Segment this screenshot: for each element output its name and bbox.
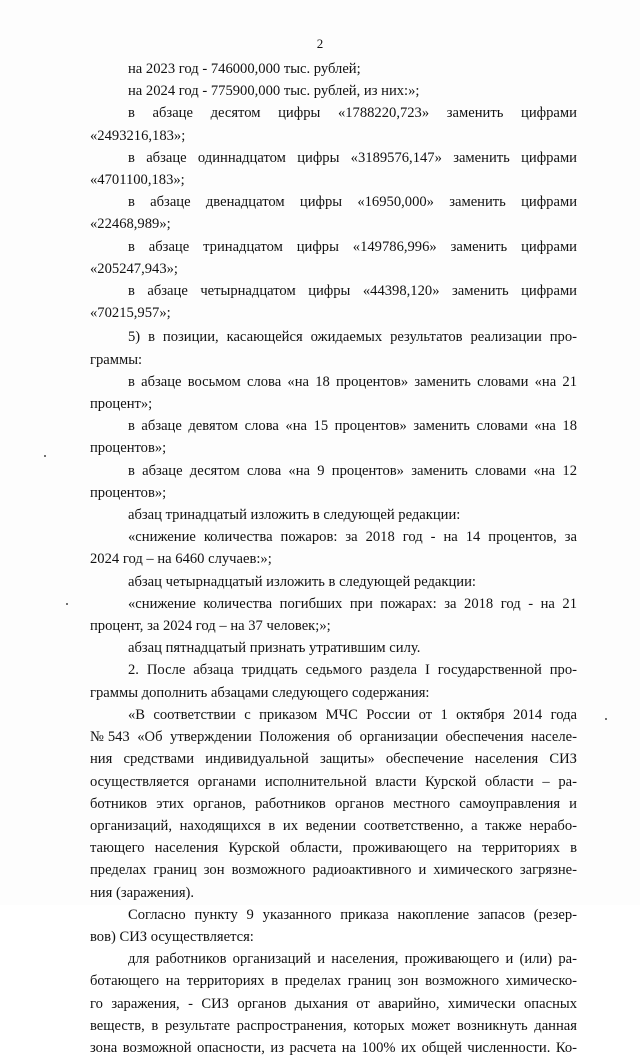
- text-line-justified: ботающего на территориях в пределах границ зон возможного химическо-: [90, 973, 577, 990]
- text-line-justified: го заражения, - СИЗ органов дыхания от аварийно, химически опасных: [90, 995, 577, 1012]
- text-line-justified: 5) в позиции, касающейся ожидаемых результатов реализации про-: [128, 329, 577, 346]
- scan-speck: [44, 455, 46, 457]
- text-line-justified: Согласно пункту 9 указанного приказа накопление запасов (резер-: [128, 906, 577, 923]
- text-line: на 2024 год - 775900,000 тыс. рублей, из них:»;: [128, 83, 420, 100]
- text-line-justified: в абзаце четырнадцатом цифры «44398,120» заменить цифрами: [128, 283, 577, 300]
- text-line-justified: тающего населения Курской области, проживающего на территориях в: [90, 840, 577, 857]
- text-line: абзац пятнадцатый признать утратившим силу.: [128, 640, 421, 657]
- text-line: вов) СИЗ осуществляется:: [90, 928, 254, 945]
- text-line: абзац тринадцатый изложить в следующей редакции:: [128, 507, 461, 524]
- text-line-justified: осуществляется органами исполнительной власти Курской области – ра-: [90, 773, 577, 790]
- text-line-justified: в абзаце восьмом слова «на 18 процентов» заменить словами «на 21: [128, 373, 577, 390]
- text-line-justified: «В соответствии с приказом МЧС России от 1 октября 2014 года: [128, 706, 577, 723]
- text-line-justified: «снижение количества погибших при пожарах: за 2018 год - на 21: [128, 595, 577, 612]
- text-line-justified: ния средствами индивидуальной защиты» обеспечение населения СИЗ: [90, 751, 577, 768]
- text-line-justified: 2. После абзаца тридцать седьмого раздела I государственной про-: [128, 662, 577, 679]
- text-line-justified: организаций, находящихся в их ведении соответственно, а также нерабо-: [90, 817, 577, 834]
- word: десятом: [210, 105, 261, 122]
- word: в: [128, 105, 135, 122]
- word: абзаце: [152, 105, 193, 122]
- text-line: 2024 год – на 6460 случаев:»;: [90, 551, 272, 568]
- text-line-justified: зона возможной опасности, из расчета на 100% их общей численности. Ко-: [90, 1039, 577, 1056]
- text-line-justified: в абзаце тринадцатом цифры «149786,996» заменить цифрами: [128, 238, 577, 255]
- word: цифры: [278, 105, 321, 122]
- text-line: абзац четырнадцатый изложить в следующей редакции:: [128, 573, 476, 590]
- text-line: «4701100,183»;: [90, 172, 185, 189]
- text-line: на 2023 год - 746000,000 тыс. рублей;: [128, 61, 361, 77]
- text-line: «70215,957»;: [90, 305, 171, 322]
- text-line-justified: [90, 102, 577, 124]
- text-line: процент»;: [90, 396, 153, 413]
- text-line: процентов»;: [90, 440, 167, 457]
- text-line-justified: веществ, в результате распространения, которых может возникнуть данная: [90, 1017, 577, 1034]
- text-line-justified: в абзаце двенадцатом цифры «16950,000» заменить цифрами: [128, 194, 577, 211]
- text-line-justified: для работников организаций и населения, проживающего и (или) ра-: [128, 951, 577, 968]
- scan-speck: [66, 603, 68, 605]
- document-body: [90, 58, 577, 1059]
- page-number: 2: [316, 36, 324, 51]
- text-line: ния (заражения).: [90, 884, 195, 901]
- text-line-justified: в абзаце одиннадцатом цифры «3189576,147» заменить цифрами: [128, 149, 577, 166]
- word: цифрами: [521, 105, 577, 122]
- text-line: граммы:: [90, 351, 143, 368]
- word: «1788220,723»: [337, 105, 430, 122]
- text-line: «205247,943»;: [90, 260, 178, 277]
- text-line: «22468,989»;: [90, 216, 171, 233]
- text-line-justified: в абзаце десятом слова «на 9 процентов» заменить словами «на 12: [128, 462, 577, 479]
- text-line: процентов»;: [90, 484, 167, 501]
- word: заменить: [446, 105, 504, 122]
- text-line: процент, за 2024 год – на 37 человек;»;: [90, 618, 331, 635]
- text-line: «2493216,183»;: [90, 127, 186, 144]
- text-line-justified: пределах границ зон возможного радиоактивного и химического загрязне-: [90, 862, 577, 879]
- text-line-justified: ботников этих органов, работников органов местного самоуправления и: [90, 795, 577, 812]
- text-line-justified: «снижение количества пожаров: за 2018 год - на 14 процентов, за: [128, 529, 577, 546]
- text-line: граммы дополнить абзацами следующего содержания:: [90, 684, 430, 701]
- scan-speck: [605, 718, 607, 720]
- text-line-justified: №543 «Об утверждении Положения об организации обеспечения населе-: [90, 729, 577, 746]
- text-line-justified: в абзаце девятом слова «на 15 процентов» заменить словами «на 18: [128, 418, 577, 435]
